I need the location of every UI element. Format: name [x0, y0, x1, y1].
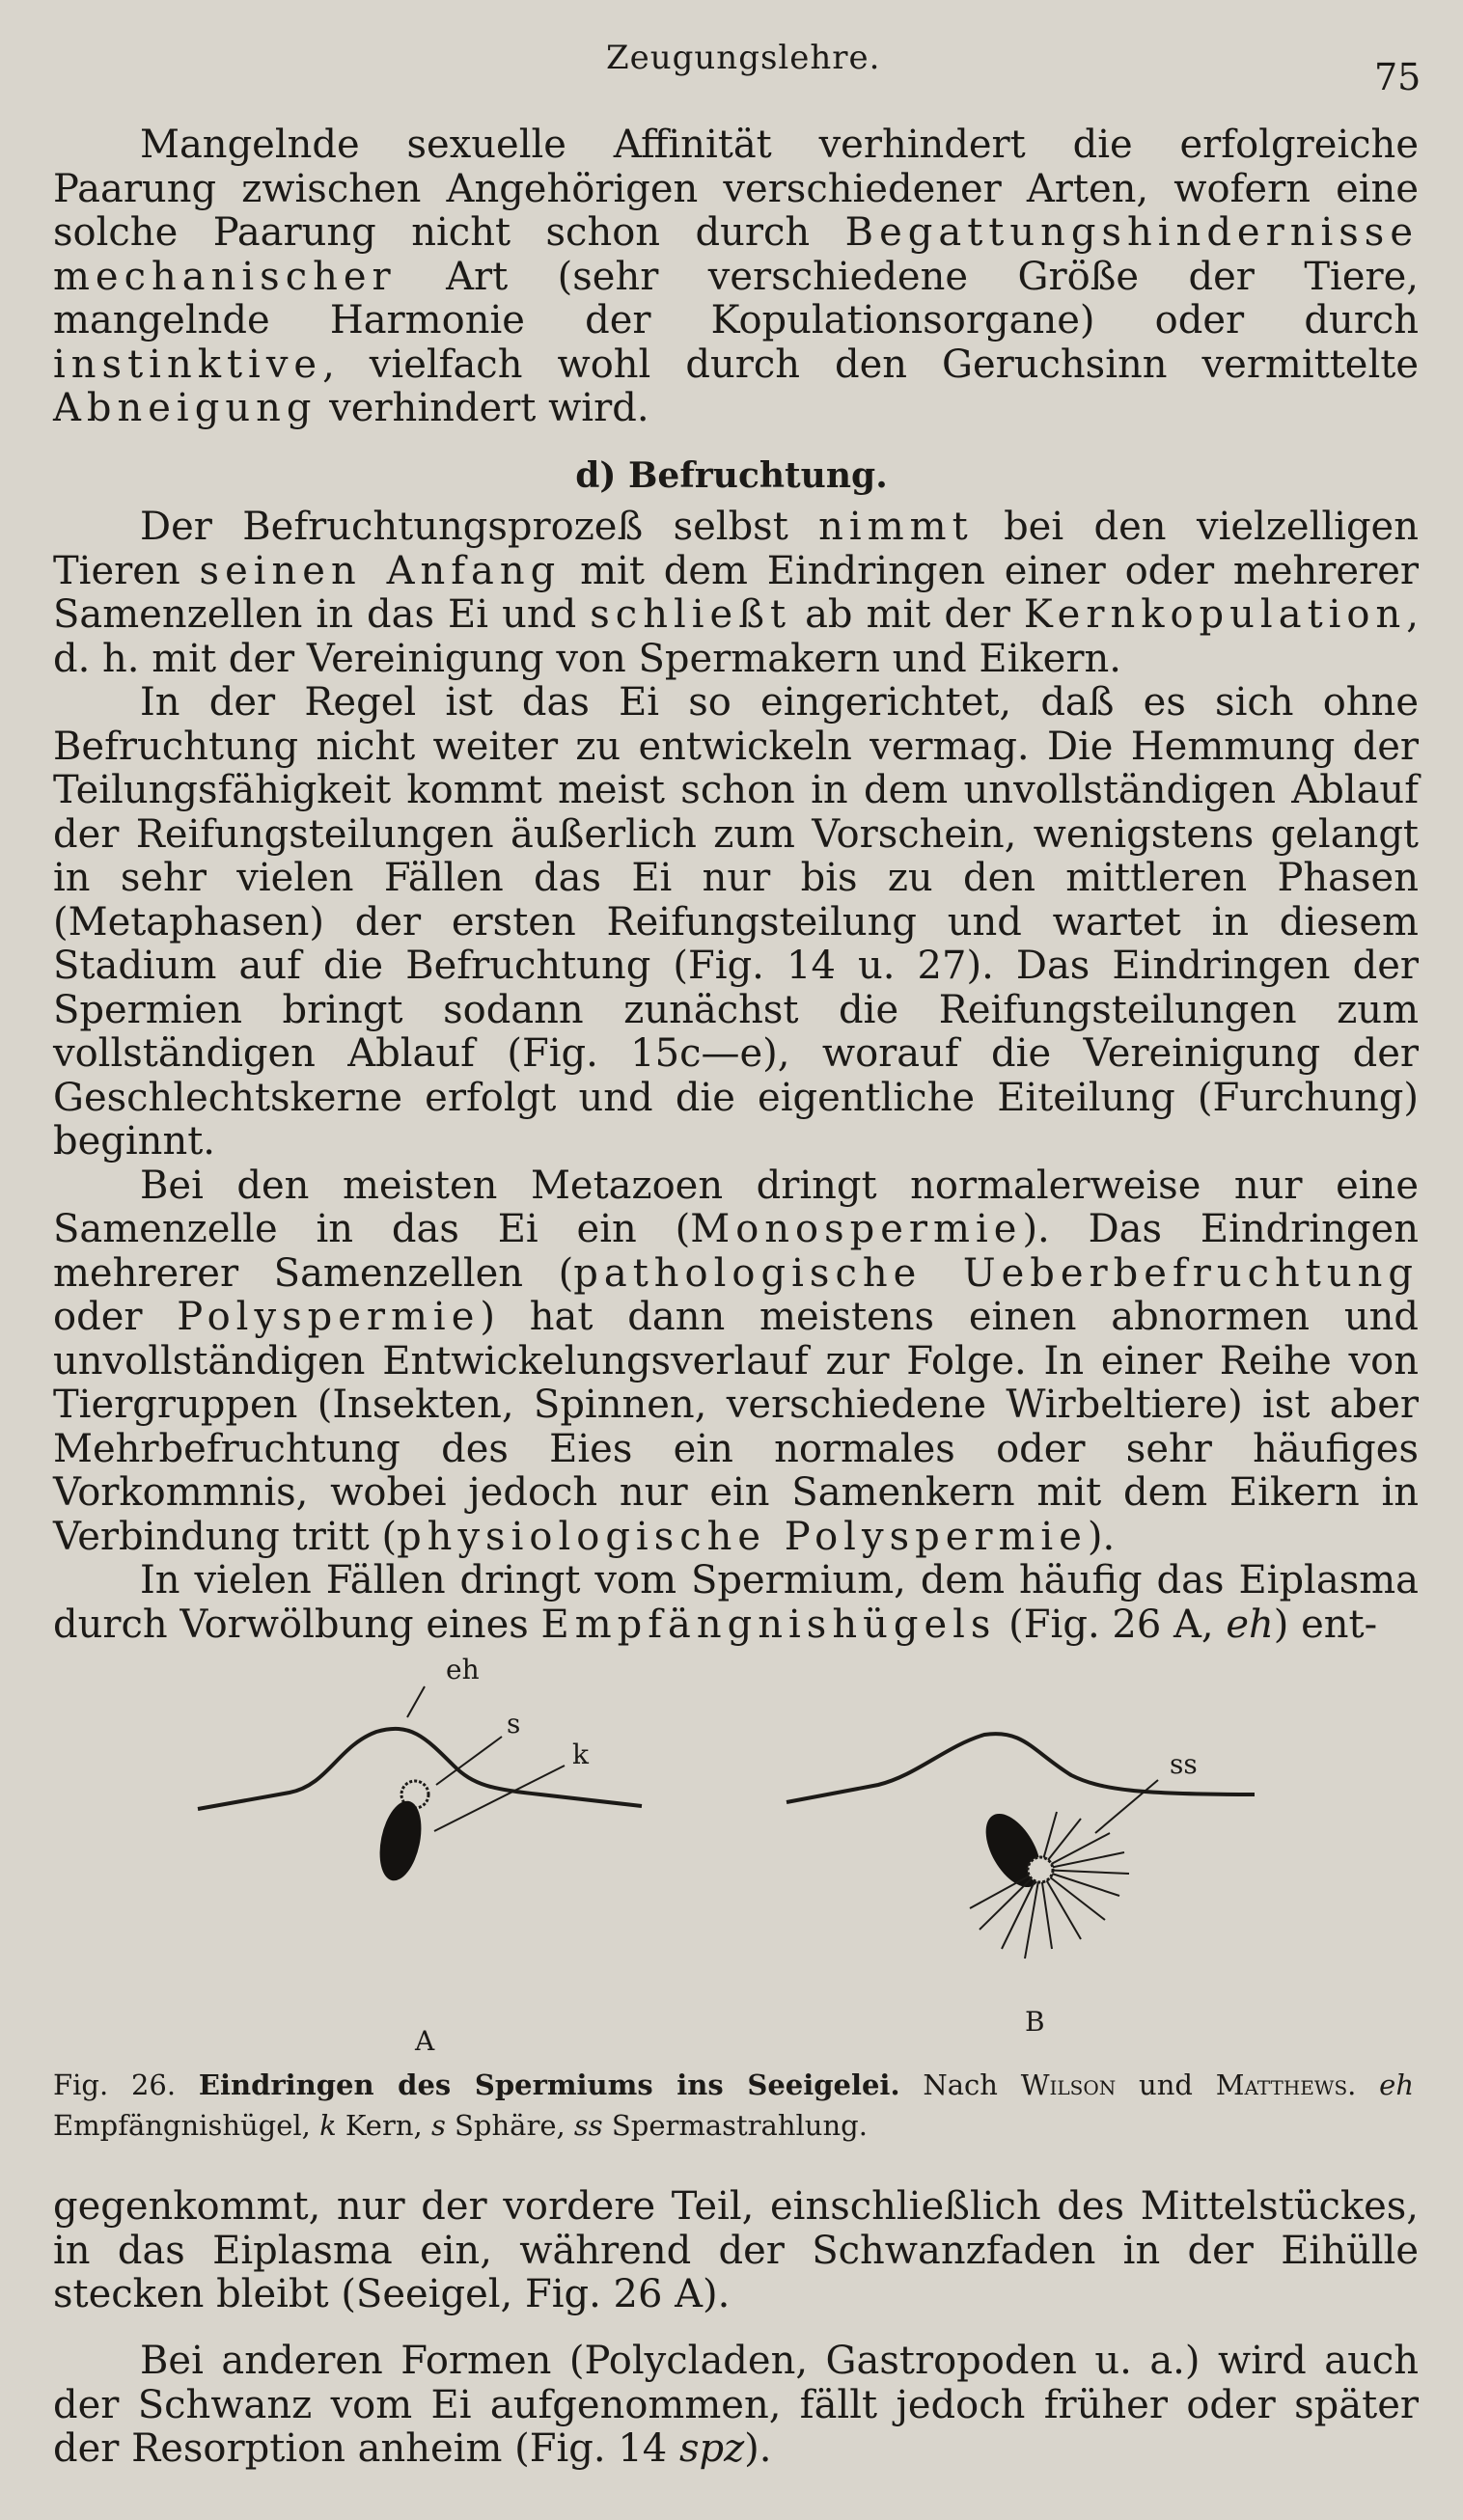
text-block-main — [53, 506, 1419, 1647]
caption-title: Eindringen des Spermiums ins Seeigelei. — [198, 2068, 900, 2101]
sperm-nucleus-k — [373, 1797, 428, 1884]
figure-caption: Fig. 26. Eindringen des Spermiums ins Seeigelei. Nach Wilson und Matthews. eh Empfängnishügel, k Kern, s Sphäre, ss Spermastrahlung. — [53, 2068, 1414, 2142]
centrosome-b — [1028, 1857, 1053, 1882]
text-block-bottom — [53, 2340, 1419, 2472]
running-head: Zeugungslehre. — [606, 39, 881, 77]
leader-eh — [407, 1686, 425, 1717]
paragraph-sperm-entry: In vielen Fällen dringt vom Spermium, dem häufig das Eiplasma durch Vorwölbung eines Empfängnishügels (Fig. 26 A, eh) ent- — [53, 1558, 1419, 1647]
page-number: 75 — [1374, 56, 1422, 98]
paragraph-sexual-affinity: Mangelnde sexuelle Affinität verhindert die erfolgreiche Paarung zwischen Angehörigen verschiedener Arten, wofern eine solche Paarung nicht schon durch Begattungshindernisse mechanischer Art (sehr verschiedene Größe der Tiere, mangelnde Harmonie der Kopulationsorgane) oder durch instinktive, vielfach wohl durch den Geruchsinn vermittelte Abneigung verhindert wird. — [53, 123, 1419, 430]
text-block-after-figure — [53, 2185, 1419, 2317]
leader-k — [434, 1766, 565, 1831]
figure-26 — [183, 1640, 1284, 2065]
paragraph-continuation: gegenkommt, nur der vordere Teil, einschließlich des Mittelstückes, in das Eiplasma ein, während der Schwanzfaden in der Eihülle stecken bleibt (Seeigel, Fig. 26 A). — [53, 2184, 1419, 2316]
figure-26-illustration — [183, 1640, 1284, 2065]
panel-b — [787, 1734, 1255, 2038]
panel-a-label: A — [415, 2025, 435, 2057]
section-heading: d) Befruchtung. — [575, 455, 888, 496]
paragraph-egg-arrest: In der Regel ist das Ei so eingerichtet, daß es sich ohne Befruchtung nicht weiter zu entwickeln vermag. Die Hemmung der Teilungsfähigkeit kommt meist schon in dem unvollständigen Ablauf der Reifungsteilungen äußerlich zum Vorschein, wenigstens gelangt in sehr vielen Fällen das Ei nur bis zu den mittleren Phasen (Metaphasen) der ersten Reifungsteilung und wartet in diesem Stadium auf die Befruchtung (Fig. 14 u. 27). Das Eindringen der Spermien bringt sodann zunächst die Reifungsteilungen zum vollständigen Ablauf (Fig. 15c—e), worauf die Vereinigung der Geschlechtskerne erfolgt und die eigentliche Eiteilung (Furchung) beginnt. — [53, 680, 1419, 1164]
label-ss: ss — [1170, 1748, 1198, 1780]
panel-a — [198, 1654, 642, 2057]
label-s: s — [507, 1708, 521, 1739]
paragraph-fertilization-process: Der Befruchtungsprozeß selbst nimmt bei den vielzelligen Tieren seinen Anfang mit dem Eindringen einer oder mehrerer Samenzellen in das Ei und schließt ab mit der Kernkopulation, d. h. mit der Vereinigung von Spermakern und Eikern. — [53, 505, 1419, 681]
text-block-top — [53, 123, 1419, 431]
label-eh: eh — [446, 1654, 480, 1685]
panel-b-label: B — [1025, 2006, 1045, 2038]
paragraph-tail-resorption: Bei anderen Formen (Polycladen, Gastropoden u. a.) wird auch der Schwanz vom Ei aufgenommen, fällt jedoch früher oder später der Resorption anheim (Fig. 14 spz). — [53, 2339, 1419, 2471]
label-k: k — [572, 1739, 589, 1770]
paragraph-polyspermy: Bei den meisten Metazoen dringt normalerweise nur eine Samenzelle in das Ei ein (Monospermie). Das Eindringen mehrerer Samenzellen (pathologische Ueberbefruchtung oder Polyspermie) hat dann meistens einen abnormen und unvollständigen Entwickelungsverlauf zur Folge. In einer Reihe von Tiergruppen (Insekten, Spinnen, verschiedene Wirbeltiere) ist aber Mehrbefruchtung des Eies ein normales oder sehr häufiges Vorkommnis, wobei jedoch nur ein Samenkern mit dem Eikern in Verbindung tritt (physiologische Polyspermie). — [53, 1163, 1419, 1559]
